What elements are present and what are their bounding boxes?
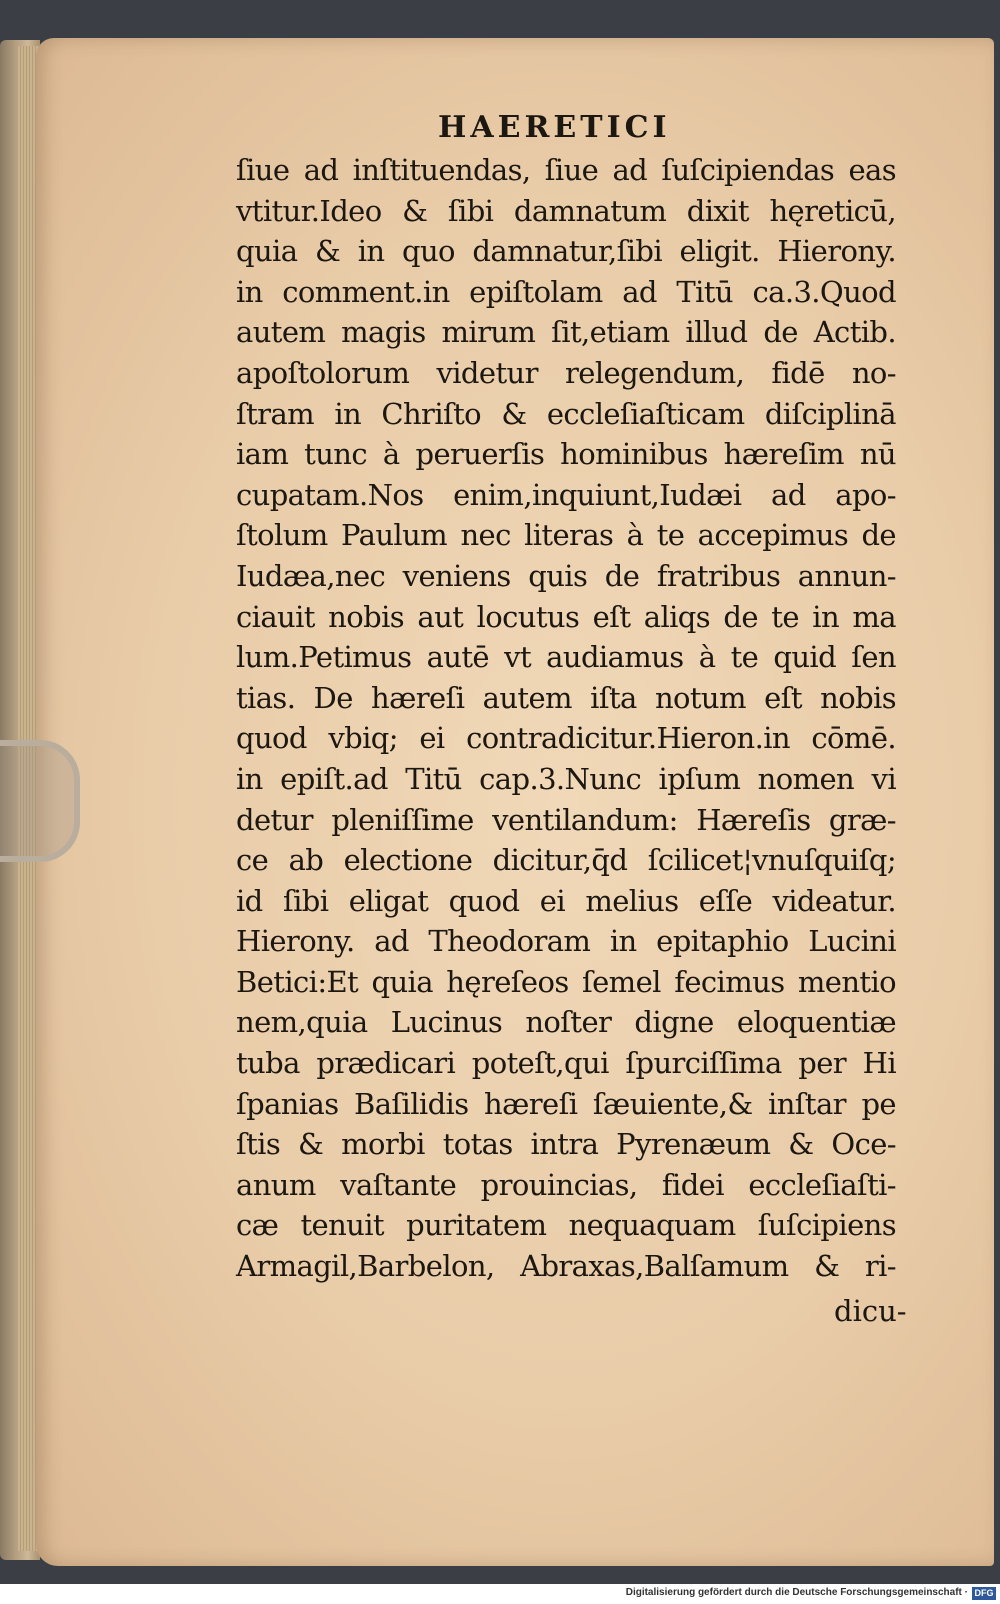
text-line: ſtis & morbi totas intra Pyrenæum & Oce- [236,1127,896,1162]
text-line: ſtram in Chriſto & eccleſiaſticam diſciplinā [236,396,896,431]
running-head: HAERETICI [438,110,671,145]
dfg-logo: DFG [972,1587,996,1600]
text-line: apoſtolorum videtur relegendum, fidē no- [236,355,896,390]
text-line: id ſibi eligat quod ei melius eſſe videatur. [236,883,896,918]
text-line: tias. De hæreſi autem iſta notum eſt nobis [236,680,896,715]
text-line: Hierony. ad Theodoram in epitaphio Lucini [236,924,896,959]
text-line: vtitur.Ideo & ſibi damnatum dixit hęreticū, [236,193,896,228]
text-line: quod vbiq; ei contradicitur.Hieron.in cōmē. [236,721,896,756]
clasp-strap [0,740,80,862]
text-line: ce ab electione dicitur,q̄d ſcilicet¦vnuſquiſq; [236,843,896,878]
text-line: cupatam.Nos enim,inquiunt,Iudæi ad apo- [236,477,896,512]
text-line: in comment.in epiſtolam ad Titū ca.3.Quod [236,274,896,309]
text-line: autem magis mirum ſit,etiam illud de Actib. [236,315,896,350]
text-line: cæ tenuit puritatem nequaquam ſuſcipiens [236,1208,896,1243]
catchword: dicu- [834,1294,907,1328]
body-text [236,150,896,1287]
text-line: quia & in quo damnatur,ſibi eligit. Hierony. [236,234,896,269]
text-line: Iudæa,nec veniens quis de fratribus annun- [236,558,896,593]
text-line: Betici:Et quia hęreſeos ſemel fecimus mentio [236,964,896,999]
text-line: ſiue ad inſtituendas, ſiue ad ſuſcipiendas eas [236,153,896,187]
text-line: in epiſt.ad Titū cap.3.Nunc ipſum nomen vi [236,761,896,796]
text-line: nem,quia Lucinus noſter digne eloquentiæ [236,1005,896,1040]
text-line: ſtolum Paulum nec literas à te accepimus de [236,518,896,553]
footer-bar [0,1584,1000,1604]
text-line: Armagil,Barbelon, Abraxas,Balſamum & ri- [236,1249,896,1284]
text-line: anum vaſtante prouincias, fidei eccleſiaſti- [236,1167,896,1202]
text-line: iam tunc à peruerſis hominibus hæreſim nū [236,437,896,472]
text-line: ciauit nobis aut locutus eſt aliqs de te in ma [236,599,896,634]
funding-note: Digitalisierung gefördert durch die Deutsche Forschungsgemeinschaft · [625,1587,968,1598]
text-line: tuba prædicari poteſt,qui ſpurciſſima per Hi [236,1046,896,1081]
text-line: ſpanias Baſilidis hæreſi ſæuiente,& inſtar pe [236,1086,896,1121]
text-line: detur pleniſſime ventilandum: Hæreſis græ- [236,802,896,837]
text-line: lum.Petimus autē vt audiamus à te quid ſen [236,640,896,675]
